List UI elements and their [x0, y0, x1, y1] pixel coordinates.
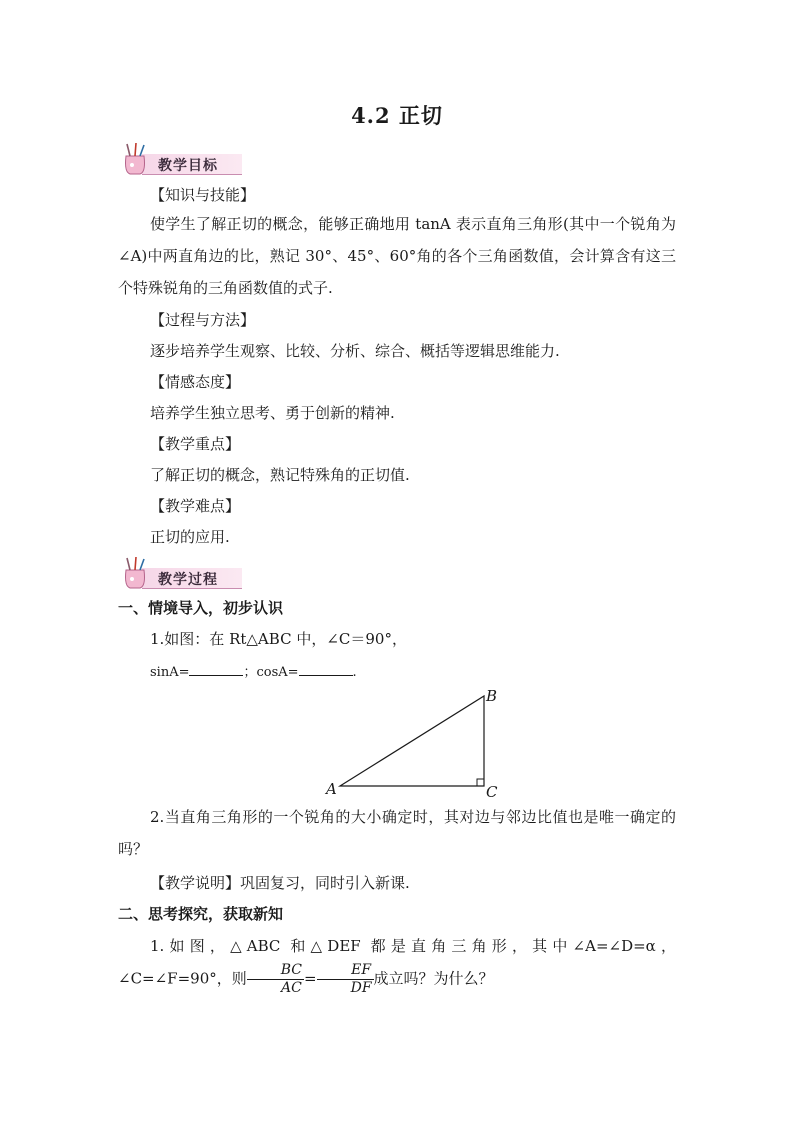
- sin-label: sinA=: [150, 665, 190, 680]
- attitude-heading: 【情感态度】: [150, 373, 241, 391]
- fraction-denominator: DF: [350, 980, 372, 996]
- fraction-numerator: BC: [247, 962, 304, 980]
- label-a: A: [326, 780, 337, 798]
- section2-question1-tail: 成立吗？为什么？: [373, 969, 494, 988]
- section1-heading: 一、情境导入，初步认识: [118, 599, 284, 617]
- knowledge-heading: 【知识与技能】: [150, 186, 256, 204]
- cos-blank: [299, 663, 353, 676]
- attitude-text: 培养学生独立思考、勇于创新的精神.: [150, 404, 395, 422]
- section2-question1: [118, 930, 676, 997]
- fraction-ef-df: [317, 962, 374, 997]
- process-banner: [116, 556, 244, 592]
- goals-banner: [116, 142, 244, 178]
- triangle-figure: [320, 684, 510, 802]
- pen-holder-icon: [118, 556, 152, 590]
- section1-question1: 1.如图：在 Rt△ABC 中，∠C＝90°，: [150, 630, 407, 648]
- fraction-bc-ac: [247, 962, 304, 997]
- key-heading: 【教学重点】: [150, 435, 241, 453]
- banner-title: 教学过程: [158, 572, 218, 588]
- sin-cos-end: .: [352, 665, 357, 680]
- right-angle-mark: [477, 779, 484, 786]
- page-title: 4.2 正切: [351, 103, 443, 128]
- equals-sign: =: [304, 969, 317, 988]
- fraction-numerator: EF: [317, 962, 374, 980]
- banner-title: 教学目标: [158, 158, 218, 174]
- section2-question1-text: 1.如图，△ABC 和△DEF 都是直角三角形，其中∠A=∠D=α，∠C=∠F=90°，则: [118, 937, 676, 988]
- label-b: B: [486, 687, 498, 705]
- sin-cos-line: [150, 661, 357, 680]
- fraction-denominator: AC: [280, 980, 302, 996]
- difficult-text: 正切的应用.: [150, 528, 230, 546]
- pen-holder-icon: [118, 142, 152, 176]
- triangle-abc: [340, 696, 484, 786]
- sin-blank: [189, 663, 243, 676]
- section2-heading: 二、思考探究，获取新知: [118, 905, 284, 923]
- key-text: 了解正切的概念，熟记特殊角的正切值.: [150, 466, 410, 484]
- method-text: 逐步培养学生观察、比较、分析、综合、概括等逻辑思维能力.: [150, 342, 560, 360]
- method-heading: 【过程与方法】: [150, 311, 256, 329]
- difficult-heading: 【教学难点】: [150, 497, 241, 515]
- knowledge-text: 使学生了解正切的概念，能够正确地用 tanA 表示直角三角形(其中一个锐角为∠A)中两直角边的比，熟记 30°、45°、60°角的各个三角函数值，会计算含有这三个特殊锐角的三角函数值的式子.: [118, 215, 676, 297]
- section1-question2: 2.当直角三角形的一个锐角的大小确定时，其对边与邻边比值也是唯一确定的吗？: [118, 808, 676, 858]
- section1-note: 【教学说明】巩固复习，同时引入新课.: [150, 874, 410, 892]
- label-c: C: [486, 783, 498, 801]
- cos-label: ；cosA=: [243, 665, 299, 680]
